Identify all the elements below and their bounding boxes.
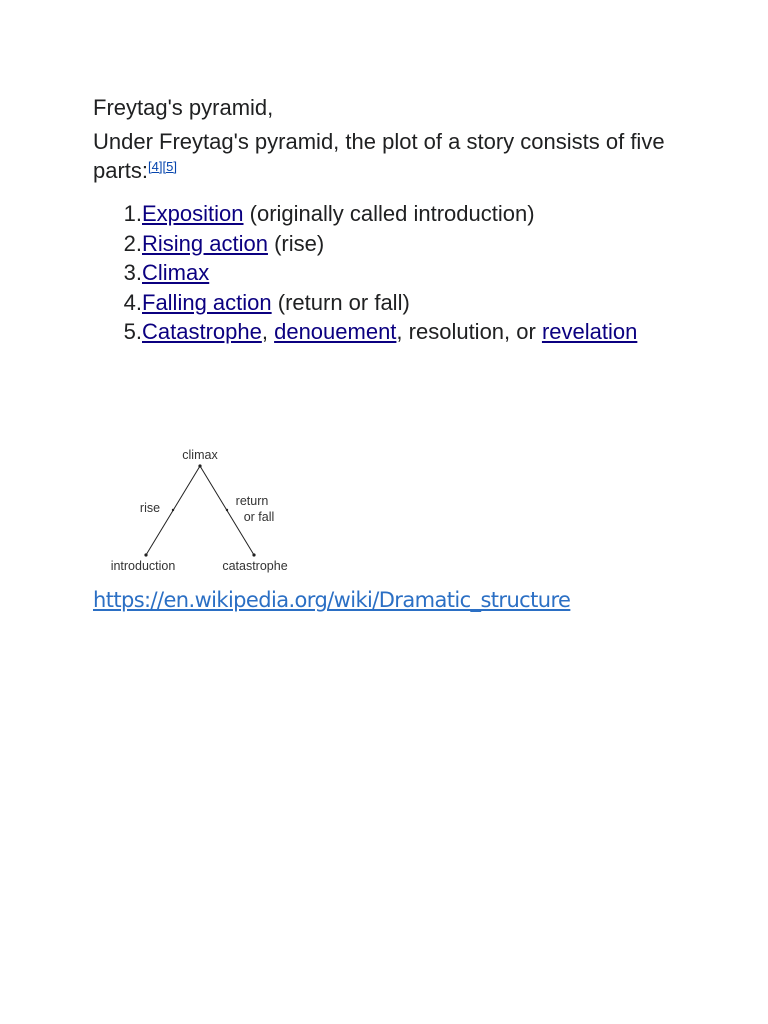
citation-link-5[interactable]: [5]: [162, 159, 177, 174]
exposition-link[interactable]: Exposition: [142, 201, 244, 226]
list-item-text: ,: [261, 319, 275, 344]
list-number: 5.: [123, 319, 142, 344]
climax-point: [198, 464, 201, 467]
rise-label: rise: [139, 501, 161, 515]
plot-parts-list: [93, 199, 693, 347]
introduction-point: [144, 553, 147, 556]
list-item-text: (return or fall): [271, 289, 410, 315]
heading: Freytag's pyramid,: [93, 95, 274, 120]
freytag-pyramid-diagram: [98, 443, 302, 579]
list-item-text: (originally called introduction): [243, 201, 535, 226]
climax-link[interactable]: Climax: [142, 260, 210, 285]
list-item: [93, 258, 693, 288]
catastrophe-point: [252, 553, 255, 556]
climax-label: climax: [182, 448, 218, 462]
list-number: 2.: [123, 230, 142, 256]
list-number: 4.: [123, 289, 142, 315]
denouement-link[interactable]: denouement: [274, 319, 397, 344]
citation-refs: [148, 159, 177, 174]
list-number: 1.: [123, 201, 142, 226]
rising-action-link[interactable]: Rising action: [142, 230, 268, 256]
source-url-link[interactable]: https://en.wikipedia.org/wiki/Dramatic_structure: [93, 588, 571, 612]
or-fall-label: or fall: [243, 510, 275, 524]
falling-action-link[interactable]: Falling action: [142, 289, 272, 315]
list-item-text: , resolution, or: [396, 319, 542, 344]
list-item: [93, 229, 693, 259]
rise-midpoint: [172, 509, 174, 511]
intro-paragraph: [93, 127, 693, 185]
catastrophe-label: catastrophe: [222, 559, 288, 573]
list-number: 3.: [123, 260, 142, 285]
list-item: [93, 288, 693, 318]
list-item: [93, 199, 693, 229]
fall-midpoint: [226, 509, 228, 511]
document-body: [93, 94, 693, 347]
intro-text: Under Freytag's pyramid, the plot of a story consists of five parts:: [93, 129, 665, 183]
revelation-link[interactable]: revelation: [541, 319, 638, 344]
citation-link-4[interactable]: [4]: [148, 159, 163, 174]
introduction-label: introduction: [110, 559, 176, 573]
list-item-text: (rise): [267, 230, 325, 256]
catastrophe-link[interactable]: Catastrophe: [142, 319, 262, 344]
list-item: [93, 317, 693, 347]
return-label: return: [235, 494, 269, 508]
